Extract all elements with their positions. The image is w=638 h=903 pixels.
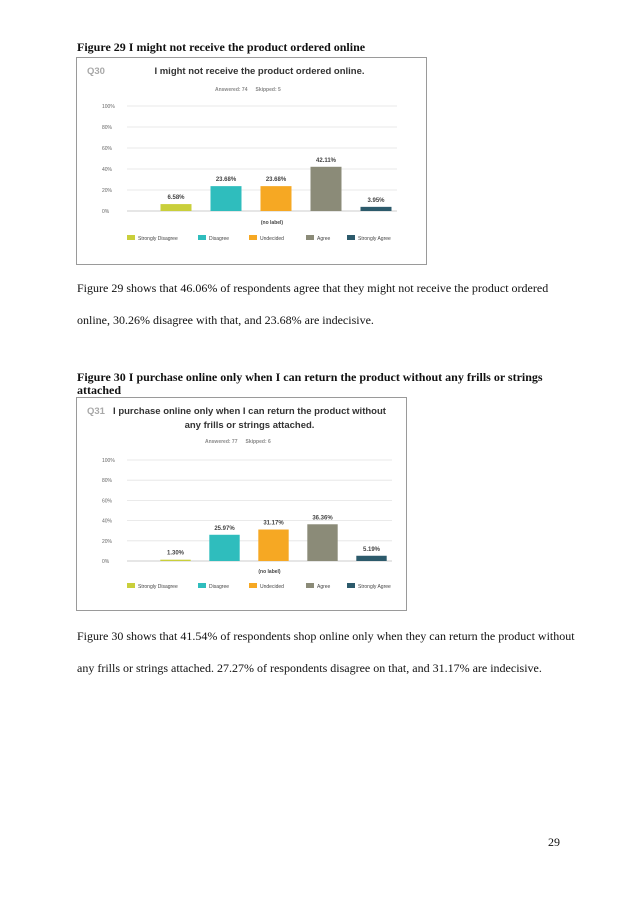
chart-legend-swatch [347,235,355,240]
chart-data-label: 23.68% [265,177,287,184]
figure-29-paragraph: Figure 29 shows that 46.06% of respondents agree that they might not receive the product ordered online, 30.26% disagree with that, and 23.68% are indecisive. [77,281,549,327]
chart-data-label: 23.68% [215,177,237,184]
chart-legend-swatch [347,583,355,588]
chart-q30-svg [77,58,426,264]
chart-bar-agree [311,167,342,211]
chart-ytick-label: 60% [102,146,113,152]
chart-ytick-label: 0% [102,209,110,215]
figure-30-paragraph: Figure 30 shows that 41.54% of respondents shop online only when they can return the product without any frills or strings attached. 27.27% of respondents disagree on that, and 31.17% are indecisive. [77,629,575,675]
chart-data-label: 31.17% [263,520,284,527]
chart-bar-disagree [209,535,239,561]
chart-ytick-label: 100% [102,458,115,464]
chart-ytick-label: 40% [102,518,113,525]
chart-data-label: 25.97% [214,525,235,532]
chart-title-line: I might not receive the product ordered online. [154,66,365,77]
chart-ytick-label: 20% [102,538,113,545]
chart-bar-strongly-agree [356,556,386,561]
chart-question-id: Q31 [87,406,105,417]
chart-q31-svg [77,398,406,610]
chart-legend-swatch [249,583,257,588]
chart-bar-agree [307,524,337,561]
figure-30-caption: Figure 30 I purchase online only when I can return the product without any frills or strings attached [77,370,543,397]
figure-29-chart [76,57,427,265]
chart-ytick-label: 100% [102,104,115,110]
chart-legend-label: Strongly Disagree [138,584,178,590]
chart-legend-swatch [306,235,314,240]
chart-legend-swatch [198,235,206,240]
chart-bar-strongly-disagree [161,204,192,211]
chart-legend-swatch [127,235,135,240]
chart-legend-label: Disagree [209,584,230,590]
chart-ytick-label: 80% [102,125,113,131]
chart-legend-label: Strongly Disagree [138,236,178,242]
chart-legend-swatch [127,583,135,588]
chart-legend-label: Undecided [260,236,284,242]
chart-bar-disagree [211,186,242,211]
chart-ytick-label: 40% [102,167,113,173]
figure-29-caption: Figure 29 I might not receive the product ordered online [77,40,366,54]
chart-bar-undecided [261,186,292,211]
chart-legend-label: Agree [317,236,331,242]
chart-legend-label: Undecided [260,584,284,590]
chart-xlabel: (no label) [260,220,284,226]
chart-legend-label: Disagree [209,236,230,242]
chart-ytick-label: 60% [102,498,113,505]
chart-data-label: 3.95% [367,197,385,204]
chart-title-line: I purchase online only when I can return the product without [113,406,386,417]
chart-skipped-count: Skipped: 5 [255,87,281,93]
chart-legend-swatch [249,235,257,240]
chart-answered-count: Answered: 77 [204,439,238,445]
chart-legend-swatch [306,583,314,588]
chart-ytick-label: 20% [102,188,113,194]
chart-bar-strongly-agree [361,207,392,211]
chart-question-id: Q30 [87,66,105,77]
chart-ytick-label: 80% [102,478,113,485]
chart-ytick-label: 0% [102,559,110,565]
chart-bar-undecided [258,530,288,561]
chart-data-label: 36.36% [312,515,333,522]
figure-30-chart [76,397,407,611]
chart-data-label: 42.11% [315,157,337,164]
page-number: 29 [548,835,560,849]
chart-answered-count: Answered: 74 [214,87,248,93]
chart-xlabel: (no label) [258,569,281,575]
chart-legend-label: Agree [317,584,331,590]
chart-legend-label: Strongly Agree [358,584,391,590]
chart-title-line: any frills or strings attached. [184,420,315,431]
chart-legend-swatch [198,583,206,588]
chart-legend-label: Strongly Agree [358,236,391,242]
chart-bar-strongly-disagree [160,560,190,561]
chart-data-label: 1.30% [166,550,185,557]
chart-data-label: 5.19% [362,546,381,553]
chart-skipped-count: Skipped: 6 [245,439,271,445]
chart-data-label: 6.58% [167,195,185,202]
